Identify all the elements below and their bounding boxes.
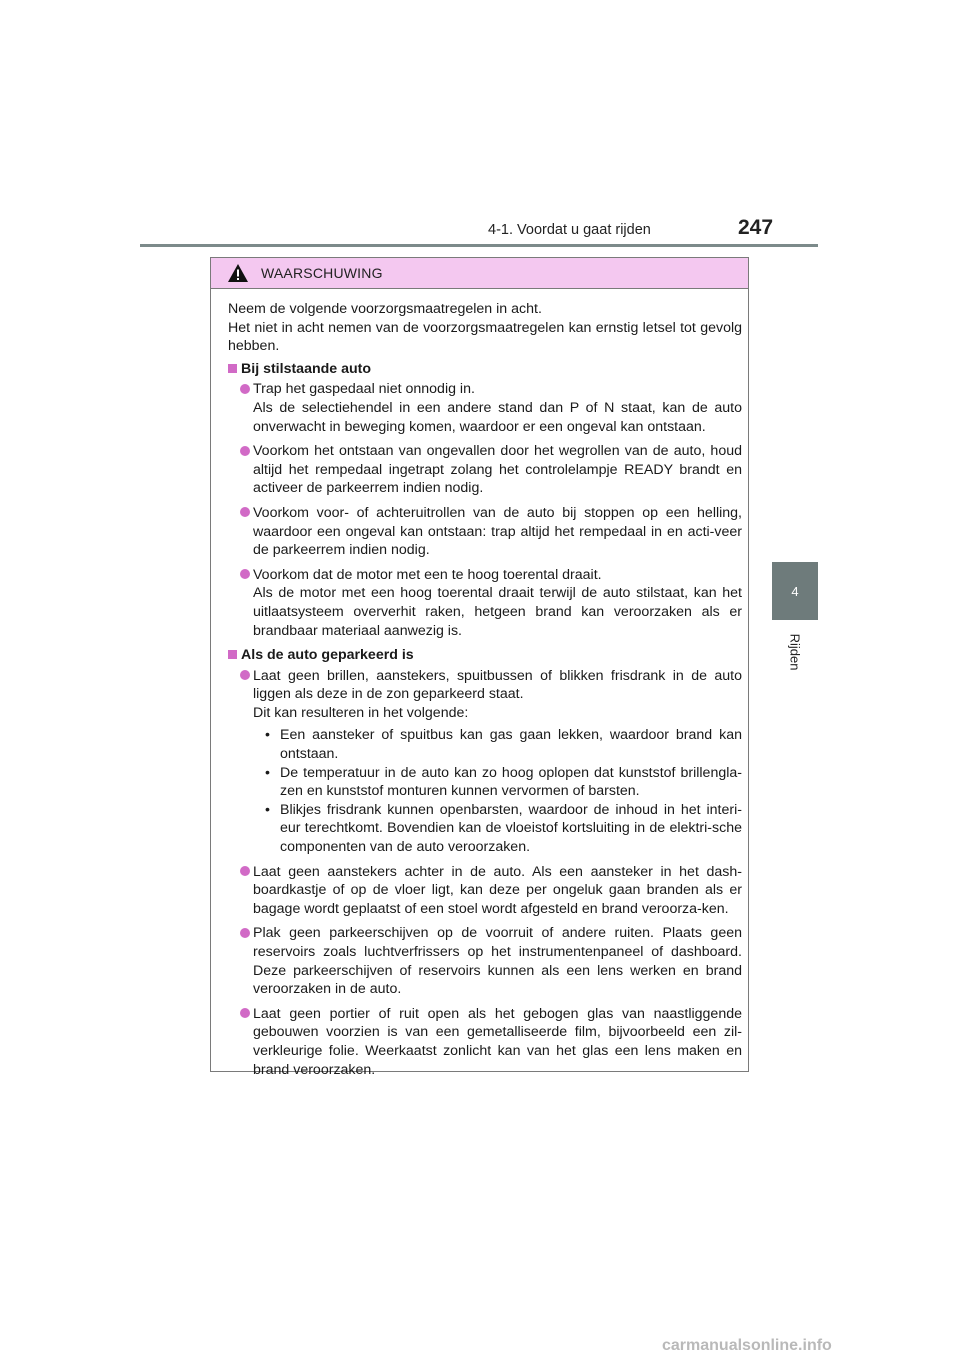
- list-item-line: Voorkom voor- of achteruitrollen van de auto bij stoppen op een helling, waardoor een ongeval kan ontstaan: trap altijd het rempedaal in en acti-veer de parkeerrem indien nodig.: [253, 504, 742, 559]
- list-item: [240, 504, 742, 560]
- list-item-line: Plak geen parkeerschijven op de voorruit of andere ruiten. Plaats geen reservoirs zoals luchtverfrissers op het instrumentenpaneel of dashboard. Deze parkeerschijven of reservoirs kunnen als een lens werken en brand veroorzaken in de auto.: [253, 925, 742, 998]
- round-bullet-icon: [240, 670, 250, 680]
- list-item-line: Voorkom dat de motor met een te hoog toerental draait.: [253, 566, 602, 583]
- intro-line: Neem de volgende voorzorgsmaatregelen in acht.: [228, 301, 542, 317]
- list-item-line: Als de selectiehendel in een andere stand dan P of N staat, kan de auto onverwacht in beweging komen, waardoor er een ongeval kan ontstaan.: [253, 399, 742, 435]
- list-item: [240, 1005, 742, 1079]
- sub-list-item-text: Blikjes frisdrank kunnen openbarsten, waardoor de inhoud in het interi-eur terechtkomt. Bovendien kan de vloeistof kortsluiting in de elektri-sche componenten van de auto veroorzaken.: [280, 801, 742, 856]
- sub-list-item: [265, 801, 742, 857]
- list-item-line: Voorkom het ontstaan van ongevallen door het wegrollen van de auto, houd altijd het rempedaal ingetrapt zolang het controlelampje READY brandt en activeer de parkeerrem indien nodig.: [253, 443, 742, 497]
- chapter-label: Rijden: [787, 633, 803, 671]
- warning-body: [211, 289, 748, 1079]
- warning-triangle-icon: [227, 263, 249, 283]
- round-bullet-icon: [240, 507, 250, 517]
- warning-title: WAARSCHUWING: [261, 265, 383, 281]
- sub-list-item: [265, 764, 742, 801]
- page-number: 247: [738, 216, 774, 239]
- list-item-line: Laat geen portier of ruit open als het gebogen glas van naastliggende gebouwen voorzien is van een gemetalliseerde film, bijvoorbeeld een zil-verkleurige folie. Weerkaatst zonlicht kan van het glas een lens maken en brand veroorzaken.: [253, 1005, 742, 1078]
- warning-box: [210, 257, 749, 1078]
- section-heading: [228, 646, 742, 665]
- section-heading: [228, 360, 742, 379]
- list-item: [240, 863, 742, 919]
- chapter-tab: [772, 562, 818, 620]
- intro-line: Het niet in acht nemen van de voorzorgsmaatregelen kan ernstig letsel tot gevolg hebben.: [228, 319, 742, 355]
- square-bullet-icon: [228, 650, 237, 659]
- dot-marker-icon: •: [265, 727, 270, 744]
- list-item-line: Laat geen brillen, aanstekers, spuitbussen of blikken frisdrank in de auto liggen als deze in de zon geparkeerd staat.: [253, 667, 742, 703]
- list-item-line: Dit kan resulteren in het volgende:: [253, 704, 469, 721]
- section-title: 4-1. Voordat u gaat rijden: [488, 222, 651, 238]
- watermark: carmanualsonline.info: [662, 1337, 832, 1354]
- section-heading-text: Als de auto geparkeerd is: [241, 647, 414, 664]
- round-bullet-icon: [240, 1008, 250, 1018]
- list-item-line: Als de motor met een hoog toerental draait terwijl de auto stilstaat, kan het uitlaatsysteem oververhit raken, hetgeen brand kan veroorzaken als er brandbaar materiaal aanwezig is.: [253, 585, 742, 639]
- warning-header: [211, 258, 748, 289]
- round-bullet-icon: [240, 446, 250, 456]
- warning-intro: [228, 300, 742, 356]
- round-bullet-icon: [240, 384, 250, 394]
- section-heading-text: Bij stilstaande auto: [241, 360, 372, 377]
- round-bullet-icon: [240, 928, 250, 938]
- list-item-line: Trap het gaspedaal niet onnodig in.: [253, 381, 475, 398]
- list-item: [240, 924, 742, 998]
- sub-list-item-text: De temperatuur in de auto kan zo hoog oplopen dat kunststof brillengla-zen en kunststof monturen kunnen vervormen of barsten.: [280, 764, 742, 800]
- chapter-number: 4: [791, 583, 799, 599]
- list-item: [240, 442, 742, 498]
- round-bullet-icon: [240, 569, 250, 579]
- sub-list-item: [265, 726, 742, 763]
- list-item: [240, 380, 742, 436]
- dot-marker-icon: •: [265, 764, 270, 781]
- square-bullet-icon: [228, 364, 237, 373]
- round-bullet-icon: [240, 866, 250, 876]
- list-item: [240, 667, 742, 857]
- sub-list: [253, 726, 742, 856]
- list-item: [240, 566, 742, 640]
- dot-marker-icon: •: [265, 801, 270, 818]
- header-divider: [140, 244, 818, 247]
- list-item-line: Laat geen aanstekers achter in de auto. Als een aansteker in het dash-boardkastje of op de vloer ligt, kan deze per ongeluk gaan branden als er bagage wordt geplaatst of een stoel wordt afgesteld en brand veroorza-ken.: [253, 863, 742, 917]
- sub-list-item-text: Een aansteker of spuitbus kan gas gaan lekken, waardoor brand kan ontstaan.: [280, 727, 742, 763]
